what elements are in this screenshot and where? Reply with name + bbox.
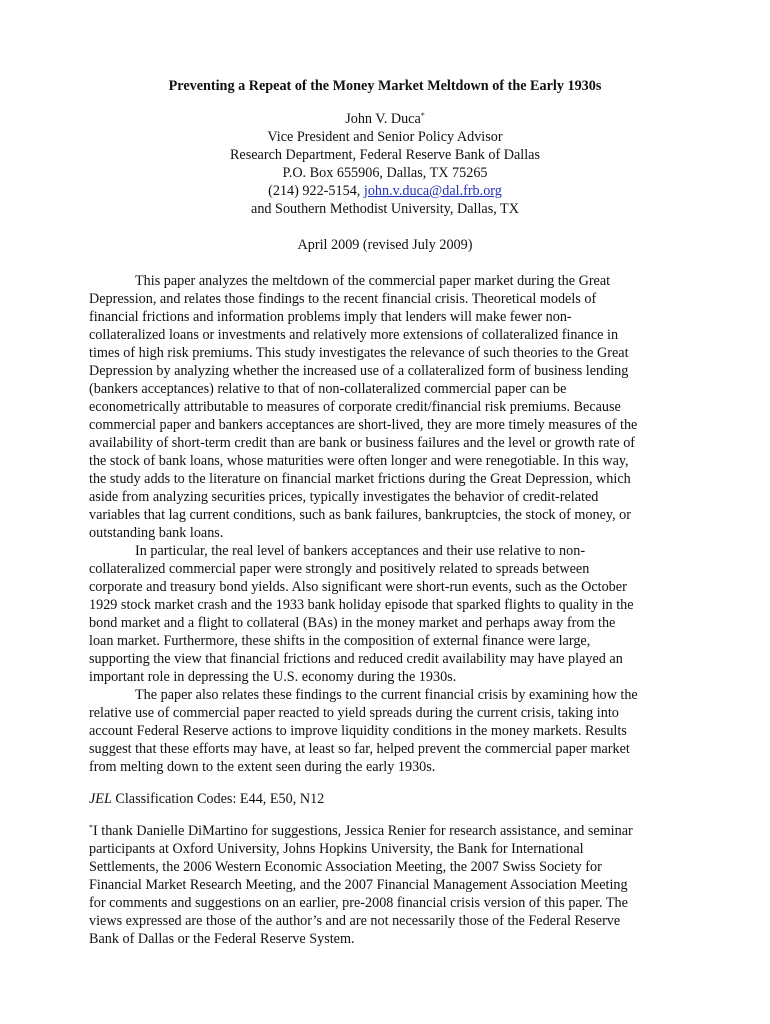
footnote-line: [89, 822, 681, 840]
abstract-line: suggest that these efforts may have, at least so far, helped prevent the commercial paper market: [89, 741, 630, 757]
abstract-line: 1929 stock market crash and the 1933 bank holiday episode that sparked flights to quality in the: [89, 597, 634, 613]
jel-label: JEL: [89, 791, 112, 807]
footnote-marker: *: [89, 823, 93, 832]
jel-codes-text: Classification Codes: E44, E50, N12: [111, 791, 325, 807]
abstract-line: availability of short-term credit than are bank or business failures and the level or growth rate of: [89, 435, 636, 451]
abstract-line: financial frictions and information problems imply that lenders will make fewer non-: [89, 309, 572, 325]
author-contact-line: [0, 182, 770, 200]
abstract-line: Depression, and relates those findings to the recent financial crisis. Theoretical models of: [89, 291, 597, 307]
author-position: Vice President and Senior Policy Advisor: [267, 129, 503, 145]
author-affiliation: and Southern Methodist University, Dallas, TX: [251, 201, 519, 217]
abstract-line: bond market and a flight to collateral (BAs) in the money market and perhaps away from the: [89, 615, 616, 631]
abstract-line: (bankers acceptances) relative to that of non-collateralized commercial paper can be: [89, 381, 567, 397]
footnote-line: Bank of Dallas or the Federal Reserve System.: [89, 931, 355, 947]
abstract-line: collateralized loans or investments and relatively more extensions of collateralized finance in: [89, 327, 619, 343]
abstract-line: loan market. Furthermore, these shifts in the composition of external finance were large,: [89, 633, 591, 649]
author-name: John V. Duca: [345, 111, 421, 127]
abstract-line: The paper also relates these findings to the current financial crisis by examining how the: [135, 687, 638, 703]
abstract-line: corporate and treasury bond yields. Also significant were short-run events, such as the October: [89, 579, 627, 595]
abstract-paragraph-1: [89, 272, 681, 542]
author-department: Research Department, Federal Reserve Bank of Dallas: [229, 147, 541, 163]
author-block: [0, 110, 770, 218]
paper-date: April 2009 (revised July 2009): [297, 237, 473, 253]
abstract-line: commercial paper and bankers acceptances are short-lived, they are more timely measures of the: [89, 417, 638, 433]
abstract-line: account Federal Reserve actions to improve liquidity conditions in the money markets. Results: [89, 723, 627, 739]
acknowledgement-footnote: [89, 822, 681, 948]
abstract-line: supporting the view that financial frictions and reduced credit availability may have played an: [89, 651, 623, 667]
abstract-line: times of high risk premiums. This study investigates the relevance of such theories to the Great: [89, 345, 629, 361]
abstract-line: econometrically attributable to measures of corporate credit/financial risk premiums. Because: [89, 399, 621, 415]
author-address: P.O. Box 655906, Dallas, TX 75265: [282, 165, 488, 181]
author-phone: (214) 922-5154,: [268, 183, 364, 199]
abstract-line: Depression by analyzing whether the increased use of a collateralized form of business lending: [89, 363, 629, 379]
footnote-text: I thank Danielle DiMartino for suggestions, Jessica Renier for research assistance, and seminar: [93, 823, 633, 839]
abstract-line: In particular, the real level of bankers acceptances and their use relative to non-: [135, 543, 586, 559]
abstract-line: the stock of bank loans, whose maturities were often longer and were renegotiable. In this way,: [89, 453, 629, 469]
abstract-line: from melting down to the extent seen during the early 1930s.: [89, 759, 436, 775]
jel-codes: [89, 790, 324, 808]
footnote-line: for comments and suggestions on an earlier, pre-2008 financial crisis version of this paper. The: [89, 895, 628, 911]
abstract-line: the study adds to the literature on financial market frictions during the Great Depression, which: [89, 471, 631, 487]
footnote-line: views expressed are those of the author’s and are not necessarily those of the Federal Reserve: [89, 913, 621, 929]
abstract-line: collateralized commercial paper were strongly and positively related to spreads between: [89, 561, 590, 577]
author-name-line: [0, 110, 770, 128]
footnote-line: participants at Oxford University, Johns Hopkins University, the Bank for International: [89, 841, 584, 857]
abstract-line: This paper analyzes the meltdown of the commercial paper market during the Great: [135, 273, 611, 289]
abstract-line: aside from analyzing securities prices, typically investigates the behavior of credit-related: [89, 489, 599, 505]
abstract-line: relative use of commercial paper reacted to yield spreads during the current crisis, taking into: [89, 705, 619, 721]
author-email-link[interactable]: john.v.duca@dal.frb.org: [363, 183, 502, 199]
abstract-line: variables that lag current conditions, such as bank failures, bankruptcies, the stock of money, or: [89, 507, 631, 523]
footnote-line: Financial Market Research Meeting, and the 2007 Financial Management Association Meeting: [89, 877, 628, 893]
abstract-paragraph-2: [89, 542, 681, 686]
author-footnote-marker[interactable]: *: [420, 111, 425, 120]
paper-title: Preventing a Repeat of the Money Market Meltdown of the Early 1930s: [168, 78, 602, 94]
abstract-line: outstanding bank loans.: [89, 525, 224, 541]
abstract-paragraph-3: [89, 686, 681, 776]
abstract-line: important role in depressing the U.S. economy during the 1930s.: [89, 669, 457, 685]
footnote-line: Settlements, the 2006 Western Economic Association Meeting, the 2007 Swiss Society for: [89, 859, 602, 875]
